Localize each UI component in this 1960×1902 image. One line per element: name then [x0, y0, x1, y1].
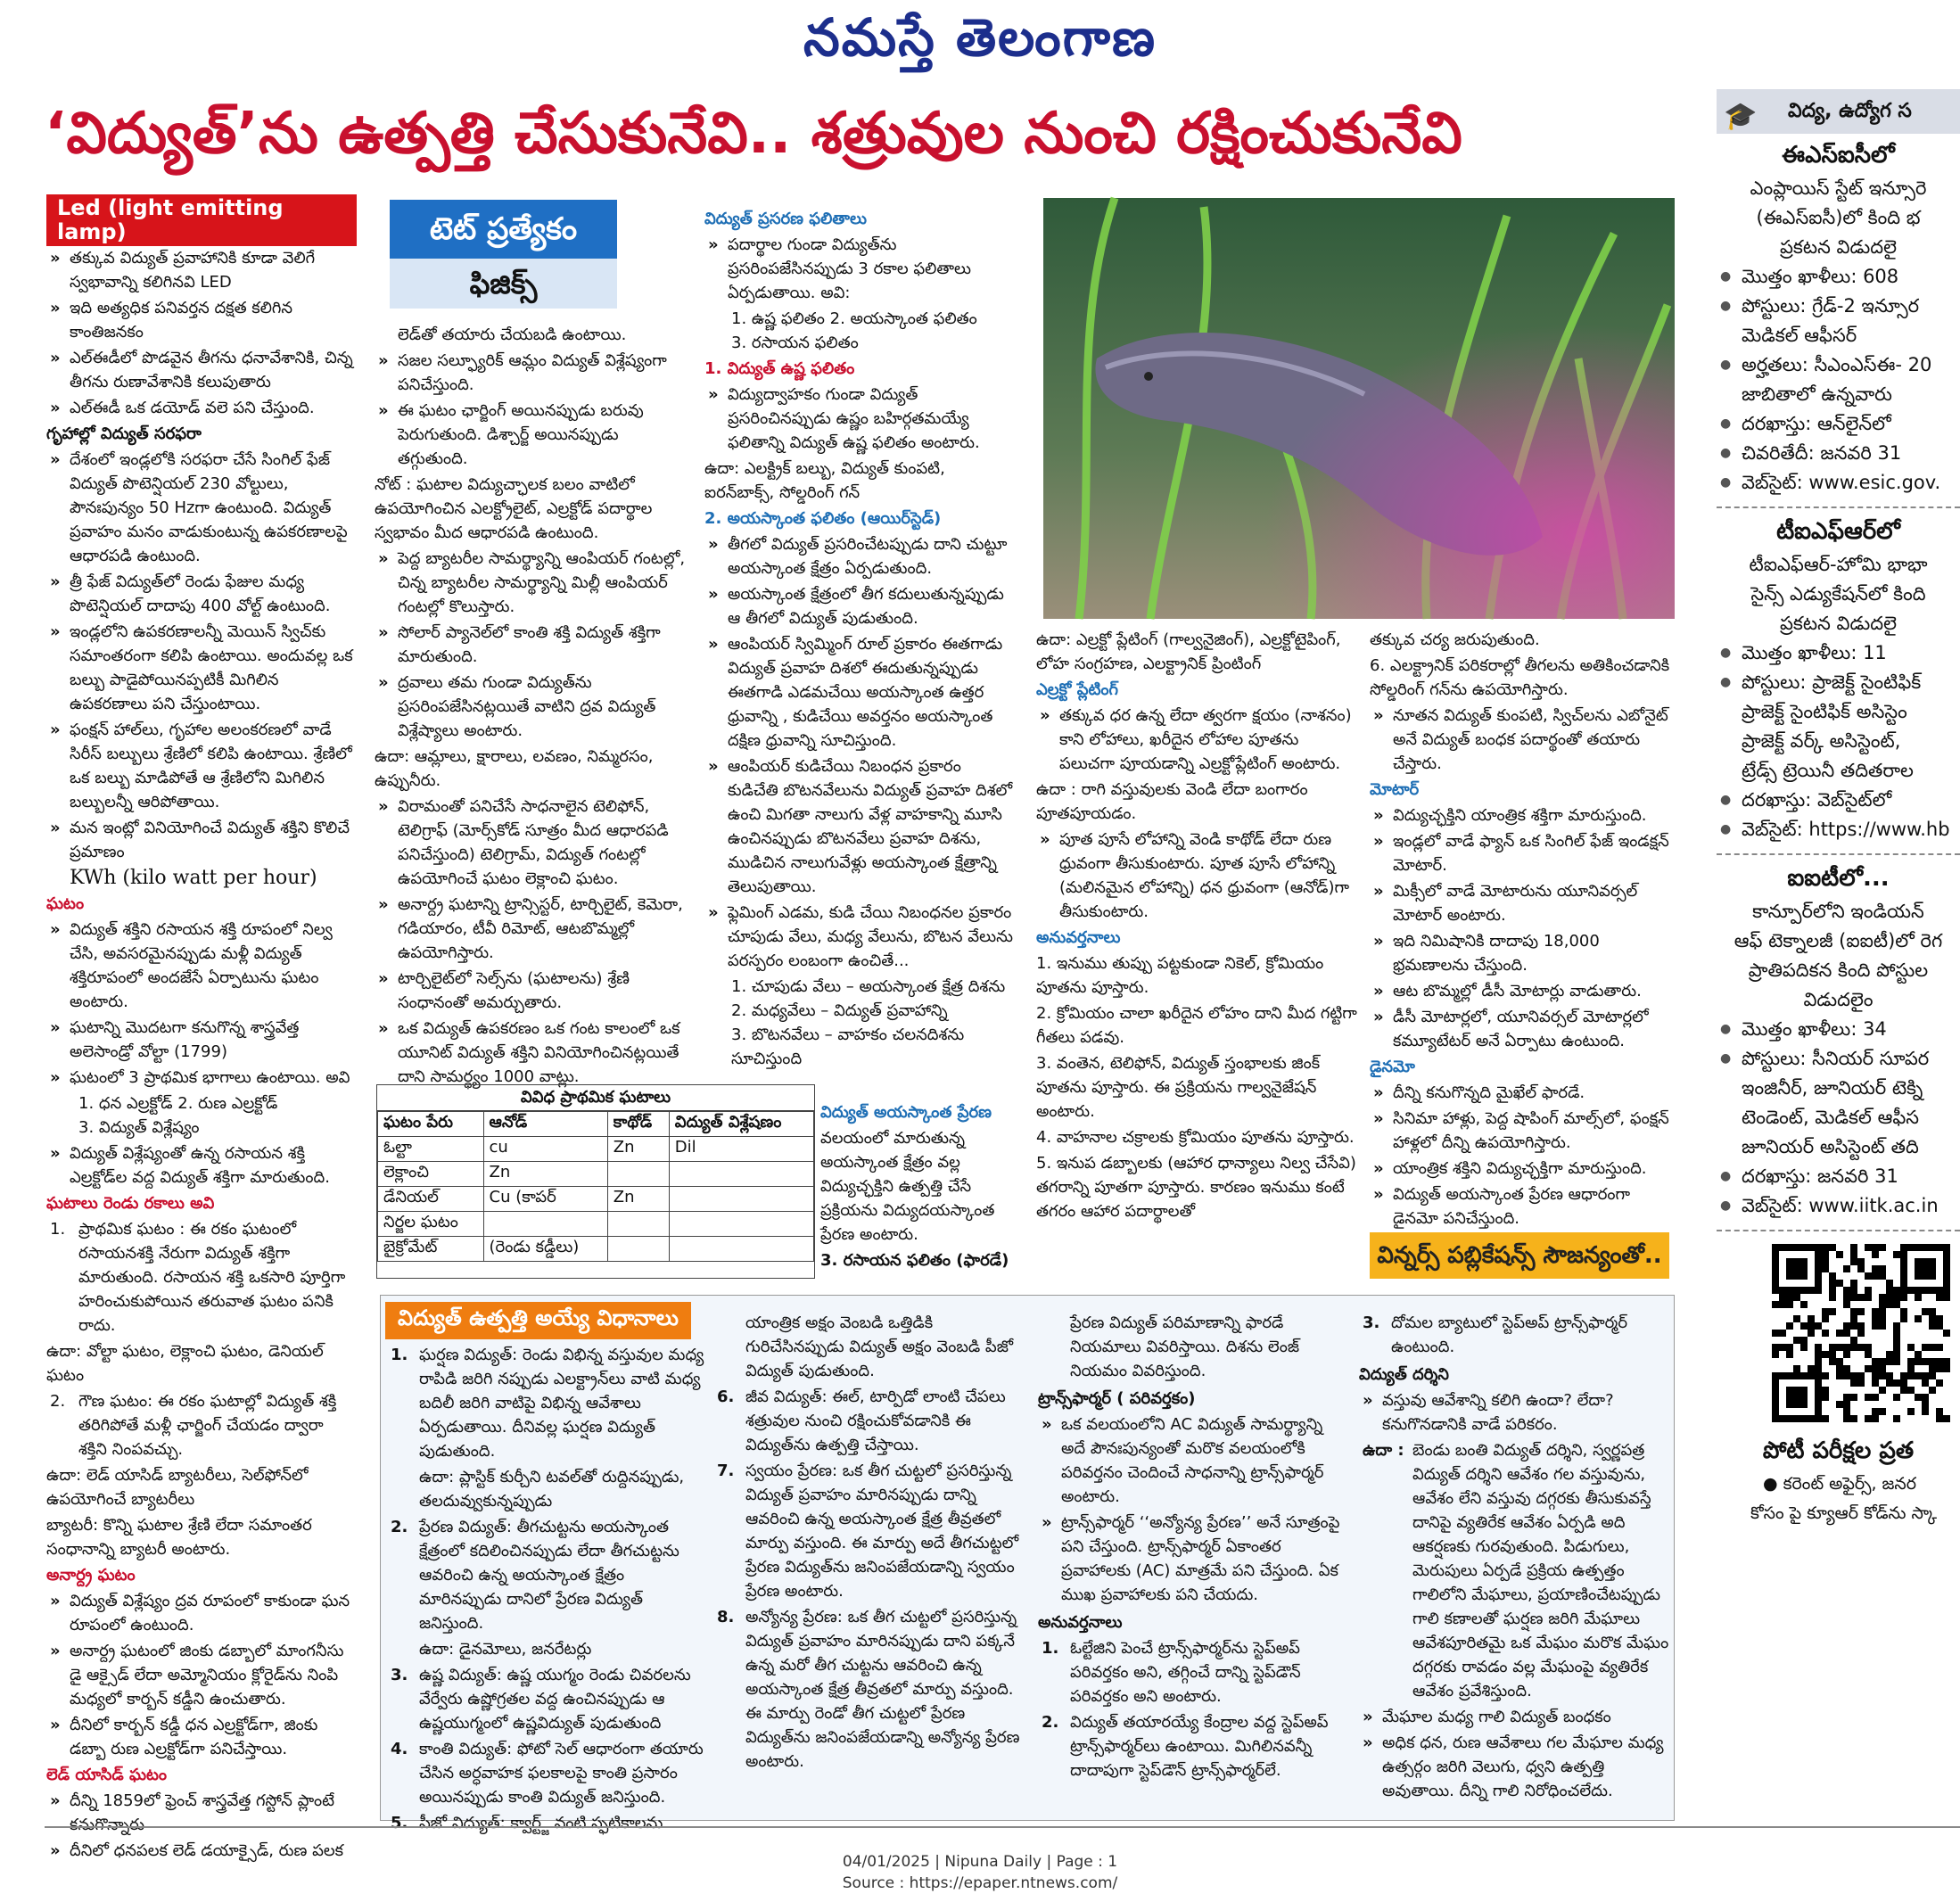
subheading: 3. రసాయన ఫలితం (ఫారడే) — [820, 1251, 1009, 1270]
job-title: టీఐఎఫ్ఆర్‌లో — [1776, 518, 1900, 545]
subheading: విద్యుత్ అయస్కాంత ప్రేరణ — [820, 1103, 992, 1122]
paragraph: » ఫ్లెమింగ్ ఎడమ, కుడి చేయి నిబంధనల ప్రకారం చూపుడు వేలు, మధ్య వేలును, బొటన వేలును పరస్పరం లంబంగా ఉంచితే... — [704, 901, 1017, 973]
subheading: 1. విద్యుత్ ఉష్ణ ఫలితం — [704, 359, 855, 378]
b2-list — [713, 1311, 1034, 1774]
table-header: ఆనోడ్ — [483, 1112, 607, 1137]
job-detail: ● మొత్తం ఖాళీలు: 34 — [1717, 1015, 1960, 1044]
list-item: 4. కాంతి విద్యుత్: ఫోటో సెల్ ఆధారంగా తయారు చేసిన అర్ధవాహక ఫలకాలపై కాంతి ప్రసారం అయినప్పుడు కాంతి విద్యుత్ జనిస్తుంది. — [391, 1740, 704, 1807]
paragraph: లెడ్‌తో తయారు చేయబడి ఉంటాయి. — [398, 325, 627, 344]
table-cell: Zn — [607, 1137, 669, 1162]
paragraph: » దీనిలో కార్బన్ కడ్డీ ధన ఎల్రక్టోడ్‌గా, జింకు డబ్బా రుణ ఎల్రక్టోడ్‌గా పనిచేస్తాయి. — [46, 1713, 357, 1761]
paragraph: » పెద్ద బ్యాటరీల సామర్థ్యాన్ని ఆంపియర్ గంటల్లో, చిన్న బ్యాటరీల సామర్థ్యాన్ని మిల్లీ ఆంపియర్ గంటల్లో కొలుస్తారు. — [375, 547, 692, 619]
list-item: » ట్రాన్స్‌ఫార్మర్ ‘‘అన్యోన్య ప్రేరణ’’ అనే సూత్రంపై పని చేస్తుంది. ట్రాన్స్‌ఫార్మర్ ఏకాంతర ప్రవాహాలకు (AC) మాత్రమే పని చేస్తుంది. ఏక ముఖ ప్రవాహాలకు పని చేయదు. — [1038, 1511, 1352, 1607]
paragraph: » విరామంతో పనిచేసే సాధనాలైన టెలిఫోన్, టెలిగ్రాఫ్ (మోర్స్‌కోడ్ సూత్రం మీద ఆధారపడి పనిచేస్తుంది) టెలిగ్రామ్, విద్యుత్ గంటల్లో ఉపయోగించే ఘటం లెక్లాంచి ఘటం. — [375, 795, 692, 891]
job-website-link[interactable]: ● వెబ్‌సైట్: https://www.hb — [1717, 815, 1960, 844]
column-1 — [46, 194, 357, 1860]
paragraph: » మిక్సీలో వాడే మోటారును యూనివర్సల్ మోటార్ అంటారు. — [1370, 879, 1675, 927]
paragraph: » సజల సల్ఫ్యూరిక్ ఆమ్లం విద్యుత్ విశ్లేష్యంగా పనిచేస్తుంది. — [375, 349, 692, 397]
job-desc: విడుదలైం — [1803, 989, 1874, 1010]
subheading: డైనమో — [1370, 1058, 1415, 1076]
table-cell: Zn — [607, 1187, 669, 1212]
paragraph: » ఒక విద్యుత్ ఉపకరణం ఒక గంట కాలంలో ఒక యూనిట్ విద్యుత్ శక్తిని వినియోగించినట్లయితే దాని సామర్థ్యం 1000 వాట్లు. — [375, 1017, 692, 1089]
subheading: మోటార్ — [1370, 780, 1420, 799]
b1-list — [387, 1343, 706, 1835]
column-3-continued — [820, 1100, 1018, 1270]
paragraph: » ఘటంలో 3 ప్రాథమిక భాగాలు ఉంటాయి. అవి — [46, 1066, 357, 1090]
footer-page-info: 04/01/2025 | Nipuna Daily | Page : 1 — [842, 1853, 1118, 1871]
table-cell — [607, 1162, 669, 1187]
list-item: 1. చూపుడు వేలు – అయస్కాంత క్షేత్ర దిశను — [731, 977, 1006, 996]
list-item: » మేఘాల మధ్య గాలి విద్యుత్ బంధకం — [1359, 1705, 1669, 1729]
table-cell: (రెండు కడ్డీలు) — [483, 1237, 607, 1262]
competitive-exams-title: పోటీ పరీక్షల ప్రత — [1762, 1437, 1915, 1464]
tet-special-label: టెట్ ప్రత్యేకం — [390, 200, 617, 259]
paragraph: » విద్యుత్ శక్తిని రసాయన శక్తి రూపంలో నిల్వ చేసి, అవసరమైనప్పుడు మళ్లీ విద్యుత్ శక్తిరూపంలో అందజేసే ఏర్పాటును ఘటం అంటారు. — [46, 918, 357, 1014]
electric-eel-photo — [1043, 198, 1675, 619]
paragraph: » విద్యుత్ విశ్లేష్యంతో ఉన్న రసాయన శక్తి ఎల్రక్టోడ్‌ల వద్ద విద్యుత్ శక్తిగా మారుతుంది. — [46, 1141, 357, 1190]
paragraph: » ఘటాన్ని మొదటగా కనుగొన్న శాస్త్రవేత్త అలెసాండ్రో వోల్టా (1799) — [46, 1016, 357, 1064]
job-tifr — [1717, 517, 1960, 844]
paragraph: 6. ఎలక్ట్రానిక్ పరికరాల్లో తీగలను అతికించడానికి సోల్డరింగ్ గన్‌ను ఉపయోగిస్తారు. — [1370, 656, 1670, 699]
paragraph: ప్రేరణ విద్యుత్ పరిమాణాన్ని ఫారడే నియమాలు వివరిస్తాయి. దిశను లెంజ్ నియమం వివరిస్తుంది. — [1070, 1313, 1299, 1380]
paragraph: » ఎల్ఈడీ ఒక డయోడ్ వలె పని చేస్తుంది. — [46, 396, 357, 420]
paragraph: 4. వాహనాల చక్రాలకు క్రోమియం పూతను పూస్తారు. — [1036, 1128, 1355, 1147]
job-desc: సైన్స్ ఎడ్యుకేషన్‌లో కింది — [1750, 583, 1926, 605]
job-detail: ● పోస్టులు: సీనియర్ సూపర — [1717, 1044, 1960, 1074]
table-cell: Cu (కాపర్ — [483, 1187, 607, 1212]
job-detail: ● పోస్టులు: గ్రేడ్-2 ఇన్సూర — [1717, 292, 1960, 321]
table-cell: Zn — [483, 1162, 607, 1187]
led-heading: Led (light emitting lamp) — [46, 194, 357, 246]
job-desc: (ఈఎస్ఐసీ)లో కింది భ — [1756, 207, 1921, 228]
list-item: 3. విద్యుత్ విశ్లేష్యం — [78, 1118, 200, 1137]
table-cell: నిర్జల ఘటం — [378, 1212, 484, 1237]
job-website-link[interactable]: ● వెబ్‌సైట్: www.esic.gov. — [1717, 468, 1960, 498]
list-item: » వస్తువు ఆవేశాన్ని కలిగి ఉందా? లేదా? కనుగొనడానికి వాడే పరికరం. — [1359, 1388, 1669, 1437]
paragraph: » ఇండ్లలోని ఉపకరణాలన్నీ మెయిన్ స్విచ్‌కు సమాంతరంగా కలిపి ఉంటాయి. అందువల్ల ఒక బల్బు పాడైపోయినప్పటికీ మిగిలిన ఉపకరణాలు పని చేస్తుంటాయి. — [46, 620, 357, 716]
job-detail: ● చివరితేదీ: జనవరి 31 — [1717, 439, 1960, 468]
job-detail: ప్రాజెక్ట్ సైంటిఫిక్ అసిస్టెం — [1742, 701, 1907, 722]
list-item: 1. ఘర్షణ విద్యుత్: రెండు విభిన్న వస్తువుల మధ్య రాపిడి జరిగి నప్పుడు ఎలక్ట్రాన్‌లు వాటి మధ్య బదిలీ జరిగి వాటిపై విభిన్న ఆవేశాలు ఏర్పడుతాయి. దీనివల్ల ఘర్షణ విద్యుత్ పుడుతుంది. — [391, 1346, 704, 1461]
bottom-column-4 — [1359, 1311, 1669, 1816]
paragraph: » ఇది నిమిషానికి దాదాపు 18,000 భ్రమణాలను చేస్తుంది. — [1370, 929, 1675, 977]
paragraph: » ఆట బొమ్మల్లో డీసీ మోటార్లు వాడుతారు. — [1370, 979, 1675, 1003]
paragraph: » త్రీ ఫేజ్ విద్యుత్‌లో రెండు ఫేజుల మధ్య పొటెన్షియల్ దాదాపు 400 వోల్ట్ ఉంటుంది. — [46, 570, 357, 618]
paragraph: » తీగలో విద్యుత్ ప్రసరించేటప్పుడు దాని చుట్టూ అయస్కాంత క్షేత్రం ఏర్పడుతుంది. — [704, 532, 1017, 580]
list-item: 3. బొటనవేలు – వాహకం చలనదిశను సూచిస్తుంది — [731, 1025, 965, 1068]
paragraph: » ఎల్ఈడీలో పొడవైన తీగను ధనావేశానికి, చిన్న తీగను రుణావేశానికి కలుపుతారు — [46, 346, 357, 394]
job-detail: ప్రాజెక్ట్ వర్క్ అసిస్టెంట్, — [1742, 730, 1901, 752]
job-desc: ఆఫ్ టెక్నాలజీ (ఐఐటీ)లో రెగ — [1734, 930, 1943, 951]
table-header: కాథోడ్ — [607, 1112, 669, 1137]
physics-label: ఫిజిక్స్ — [390, 259, 617, 309]
paragraph: » విద్యుత్ అయస్కాంత ప్రేరణ ఆధారంగా డైనమో పనిచేస్తుంది. — [1370, 1182, 1675, 1231]
paragraph: » పదార్థాల గుండా విద్యుత్‌ను ప్రసరింపజేసినప్పుడు 3 రకాల ఫలితాలు ఏర్పడుతాయి. అవి: — [704, 233, 1017, 305]
paragraph: » నూతన విద్యుత్ కుంపటి, స్విచ్‌లను ఎబోనైట్ అనే విద్యుత్ బంధక పదార్థంతో తయారు చేస్తారు. — [1370, 704, 1675, 776]
b4-list — [1359, 1311, 1669, 1803]
qr-code[interactable] — [1763, 1244, 1960, 1422]
job-detail: ● దరఖాస్తు: జనవరి 31 — [1717, 1162, 1960, 1191]
job-desc: ప్రకటన విడుదలై — [1780, 613, 1897, 634]
subheading: అనార్ద్ర ఘటం — [46, 1566, 136, 1585]
job-esic — [1717, 141, 1960, 498]
kwh-unit: KWh (kilo watt per hour) — [70, 867, 317, 889]
paragraph: » సోలార్ ప్యానెల్‌లో కాంతి శక్తి విద్యుత్ శక్తిగా మారుతుంది. — [375, 621, 692, 669]
paragraph: 2. గౌణ ఘటం: ఈ రకం ఘటాల్లో విద్యుత్ శక్తి తరిగిపోతే మళ్లీ ఛార్జింగ్ చేయడం ద్వారా శక్తిని నింపవచ్చు. — [50, 1392, 337, 1459]
subheading: విద్యుత్ ప్రసరణ ఫలితాలు — [704, 210, 867, 228]
paragraph: » తక్కువ ధర ఉన్న లేదా త్వరగా క్షయం (నాశనం) కాని లోహాలు, ఖరీదైన లోహాల పూతను పలుచగా పూయడాన్ని ఎల్రక్టోప్లేటింగ్ అంటారు. — [1036, 704, 1357, 776]
job-detail: జూనియర్ అసిస్టెంట్ తది — [1742, 1136, 1919, 1157]
paragraph: 1. ప్రాథమిక ఘటం : ఈ రకం ఘటంలో రసాయనశక్తి నేరుగా విద్యుత్ శక్తిగా మారుతుంది. రసాయన శక్తి ఒకసారి పూర్తిగా హరించుకుపోయిన తరువాత ఘటం పనికి రాదు. — [50, 1220, 346, 1335]
job-website-link[interactable]: ● వెబ్‌సైట్: www.iitk.ac.in — [1717, 1191, 1960, 1221]
list-item: 2. ప్రేరణ విద్యుత్: తీగచుట్టను అయస్కాంత క్షేత్రంలో కదిలించినప్పుడు లేదా తీగచుట్టను ఆవరించి ఉన్న అయస్కాంత క్షేత్రం మారినప్పుడు దానిలో ప్రేరణ విద్యుత్ జనిస్తుంది. — [391, 1518, 679, 1633]
job-detail: టెండెంట్, మెడికల్ ఆఫీస — [1742, 1107, 1920, 1128]
list-item: 8. అన్యోన్య ప్రేరణ: ఒక తీగ చుట్టలో ప్రసరిస్తున్న విద్యుత్ ప్రవాహం మారినప్పుడు దాని పక్కనే ఉన్న మరో తీగ చుట్టను ఆవరించి ఉన్న అయస్కాంత క్షేత్ర తీవ్రతలో మార్పు వస్తుంది. ఈ మార్పు రెండో తీగ చుట్టలో ప్రేరణ విద్యుత్‌ను జనింపజేయడాన్ని అన్యోన్య ప్రేరణ అంటారు. — [717, 1608, 1020, 1771]
job-detail: ఇంజినీర్, జూనియర్ టెక్ని — [1742, 1077, 1923, 1099]
job-detail: మెడికల్ ఆఫీసర్ — [1742, 325, 1857, 346]
job-detail: జాబితాలో ఉన్నవారు — [1742, 383, 1892, 405]
paragraph: » ఆంపియర్ కుడిచేయి నిబంధన ప్రకారం కుడిచేతి బొటనవేలును విద్యుత్ ప్రవాహ దిశలో ఉంచి మిగతా నాలుగు వేళ్ల వాహకాన్ని మూసి ఉంచినప్పుడు బొటనవేలు ప్రవాహ దిశను, ముడిచిన నాలుగువేళ్లు అయస్కాంత క్షేత్రాన్ని తెలుపుతాయి. — [704, 754, 1017, 899]
column-4 — [1036, 628, 1357, 1279]
paragraph: 3. వంతెన, టెలిఫోన్, విద్యుత్ స్తంభాలకు జింక్ పూతను పూస్తారు. ఈ ప్రక్రియను గాల్వనైజేషన్ అంటారు. — [1036, 1054, 1321, 1121]
subheading: ఎల్రక్టో ప్లేటింగ్ — [1036, 680, 1119, 699]
list-item: 7. స్వయం ప్రేరణ: ఒక తీగ చుట్టలో ప్రసరిస్తున్న విద్యుత్ ప్రవాహం మారినప్పుడు దాన్ని ఆవరించి ఉన్న అయస్కాంత క్షేత్ర తీవ్రతలో మార్పు వస్తుంది. ఈ మార్పు అదే తీగచుట్టలో ప్రేరణ విద్యుత్‌ను జనింపజేయడాన్ని స్వయం ప్రేరణ అంటారు. — [717, 1461, 1019, 1601]
paragraph: » విద్యుద్వాహకం గుండా విద్యుత్ ప్రసరించినప్పుడు ఉష్ణం బహిర్గతమయ్యే ఫలితాన్ని విద్యుత్ ఉష్ణ ఫలితం అంటారు. — [704, 383, 1017, 455]
qr-code-icon — [1763, 1244, 1960, 1422]
paragraph: ఉదా: ప్లాస్టిక్ కుర్చీని టవల్‌తో రుద్దినప్పుడు, తలదువ్వుకున్నప్పుడు — [419, 1468, 685, 1511]
divider — [1717, 506, 1960, 508]
job-detail: ● దరఖాస్తు: వెబ్‌సైట్‌లో — [1717, 786, 1960, 815]
paragraph: ఉదా : రాగి వస్తువులకు వెండి లేదా బంగారం పూతపూయడం. — [1036, 780, 1308, 823]
job-detail: ● పోస్టులు: ప్రాజెక్ట్ సైంటిఫిక్ — [1717, 668, 1960, 697]
list-item: 3. దోమల బ్యాటులో స్టెప్‌అప్ ట్రాన్స్‌ఫార్మర్ ఉంటుంది. — [1363, 1313, 1627, 1356]
bottom-column-1 — [387, 1343, 706, 1832]
column-2 — [375, 323, 692, 1086]
paragraph: » పూత పూసే లోహాన్ని వెండి కాథోడ్ లేదా రుణ ధ్రువంగా తీసుకుంటారు. పూత పూసే లోహాన్ని (మలినమైన లోహాన్ని) ధన ధ్రువంగా (ఆనోడ్‌)గా తీసుకుంటారు. — [1036, 827, 1357, 924]
list-item: 2. విద్యుత్ తయారయ్యే కేంద్రాల వద్ద స్టెప్‌అప్ ట్రాన్స్‌ఫార్మర్‌లు ఉంటాయి. మిగిలినవన్నీ దాదాపుగా స్టెప్‌డౌన్ ట్రాన్స్‌ఫార్మర్‌లే. — [1042, 1713, 1329, 1780]
table-cell: ఓల్టా — [378, 1137, 484, 1162]
divider — [1717, 1230, 1960, 1231]
job-desc: కాన్పూర్‌లోని ఇండియన్ — [1752, 901, 1924, 922]
bottom-column-2 — [713, 1311, 1034, 1816]
headline: ‘విద్యుత్’ను ఉత్పత్తి చేసుకునేవి.. శత్రువుల నుంచి రక్షించుకునేవి — [45, 101, 1462, 167]
paragraph: » యాంత్రిక శక్తిని విద్యుచ్ఛక్తిగా మారుస్తుంది. — [1370, 1157, 1675, 1181]
paragraph: » ద్రవాలు తమ గుండా విద్యుత్‌ను ప్రసరింపజేసినట్లయితే వాటిని ద్రవ విద్యుత్ విశ్లేష్యాలు అంటారు. — [375, 671, 692, 743]
paragraph: » ఫంక్షన్ హాల్‌లు, గృహాల అలంకరణలో వాడే సిరీస్ బల్బులు శ్రేణిలో కలిపి ఉంటాయి. శ్రేణిలో ఒక బల్బు మాడిపోతే ఆ శ్రేణిలోని మిగిలిన బల్బులన్నీ ఆరిపోతాయి. — [46, 718, 357, 814]
paragraph: యాంత్రిక అక్షం వెంబడి ఒత్తిడికి గురిచేసినప్పుడు విద్యుత్ అక్షం వెంబడి పీజో విద్యుత్ పుడుతుంది. — [745, 1313, 1013, 1380]
job-title: ఐఐటీలో... — [1787, 865, 1890, 892]
paragraph: 1. ఇనుము తుప్పు పట్టకుండా నికెల్, క్రోమియం పూతను పూస్తారు. — [1036, 954, 1324, 997]
subheading: ఘటాలు రెండు రకాలు అవి — [46, 1194, 215, 1213]
job-iit — [1717, 864, 1960, 1221]
paragraph: » అనార్ద్ర ఘటాన్ని ట్రాన్సిస్టర్, టార్చిలైట్, కెమెరా, గడియారం, టీవీ రిమోట్, ఆటబొమ్మల్లో ఉపయోగిస్తారు. — [375, 893, 692, 965]
paragraph: 5. ఇనుప డబ్బాలకు (ఆహార ధాన్యాలు నిల్వ చేసేవి) తగరాన్ని పూతగా పూస్తారు. కారణం ఇనుము కంటే తగరం ఆహార పదార్థాలతో — [1036, 1154, 1356, 1221]
job-desc: ప్రాతిపదికన కింది పోస్టుల — [1748, 959, 1929, 981]
table-cell: డేనియల్ — [378, 1187, 484, 1212]
paragraph: » ఆంపియర్ స్విమ్మింగ్ రూల్ ప్రకారం ఈతగాడు విద్యుత్ ప్రవాహ దిశలో ఈదుతున్నప్పుడు ఈతగాడి ఎడమచేయి అయస్కాంత ఉత్తర ధ్రువాన్ని , కుడిచేయి అవర్తనం అయస్కాంత దక్షిణ ధ్రువాన్ని సూచిస్తుంది. — [704, 632, 1017, 753]
table-cell — [607, 1237, 669, 1262]
paragraph: » అయస్కాంత క్షేత్రంలో తీగ కదులుతున్నప్పుడు ఆ తీగలో విద్యుత్ పుడుతుంది. — [704, 582, 1017, 630]
job-desc: టీఐఎఫ్ఆర్-హోమి భాభా — [1749, 554, 1928, 575]
subheading: ఘటం — [46, 894, 85, 913]
job-title: ఈఎస్ఐసీలో — [1782, 142, 1895, 169]
sidebar-banner-text: విద్య, ఉద్యోగ స — [1788, 100, 1912, 122]
job-desc: ప్రకటన విడుదలై — [1780, 236, 1897, 258]
job-detail: ● అర్హతలు: సీఎంఎస్ఈ- 20 — [1717, 350, 1960, 380]
subheading: విద్యుత్ దర్శిని — [1359, 1365, 1449, 1384]
table-header: ఘటం పేరు — [378, 1112, 484, 1137]
column-5 — [1370, 628, 1675, 1228]
b3-list — [1038, 1311, 1352, 1783]
list-item: 3. రసాయన ఫలితం — [731, 333, 859, 352]
paragraph: » ఇది అత్యధిక పనివర్తన దక్షత కలిగిన కాంతిజనకం — [46, 296, 357, 344]
generation-banner-wrap — [385, 1302, 691, 1339]
footer — [0, 1851, 1960, 1894]
paragraph: ఉదా: ఆమ్లాలు, క్షారాలు, లవణం, నిమ్మరసం, ఉప్పునీరు. — [375, 747, 654, 790]
table-cell: లెక్లాంచి — [378, 1162, 484, 1187]
job-detail: ట్రేడ్స్ ట్రెయినీ తదితరాల — [1742, 760, 1914, 781]
subheading: లెడ్ యాసిడ్ ఘటం — [46, 1766, 168, 1784]
qr-caption: ● కరెంట్ అఫైర్స్, జనర — [1763, 1474, 1917, 1494]
masthead-logo: నమస్తే తెలంగాణ — [803, 7, 1157, 68]
sidebar-banner — [1717, 89, 1960, 134]
paragraph: తక్కువ చర్య జరుపుతుంది. — [1370, 630, 1540, 649]
paragraph: » టార్చిలైట్‌లో సెల్స్‌ను (ఘటాలను) శ్రేణి సంధానంతో అమర్చుతారు. — [375, 967, 692, 1015]
graduation-cap-icon: 🎓 — [1724, 101, 1758, 132]
list-item: 1. ఉష్ణ ఫలితం 2. అయస్కాంత ఫలితం — [731, 309, 977, 328]
paragraph: » తక్కువ విద్యుత్ ప్రవాహానికి కూడా వెలిగే స్వభావాన్ని కలిగినవి LED — [46, 246, 357, 294]
jobs-sidebar — [1717, 89, 1960, 1828]
paragraph: » సినిమా హాళ్లు, పెద్ద షాపింగ్ మాల్స్‌లో, ఫంక్షన్ హాళ్లలో దీన్ని ఉపయోగిస్తారు. — [1370, 1107, 1675, 1155]
job-desc: ఎంప్లాయిస్ స్టేట్ ఇన్సూరె — [1750, 177, 1927, 199]
paragraph: » దేశంలో ఇండ్లలోకి సరఫరా చేసే సింగిల్ ఫేజ్ విద్యుత్ పొటెన్షియల్ 230 వోల్టులు, పౌనఃపున్యం 50 Hzగా ఉంటుంది. విద్యుత్ ప్రవాహం మనం వాడుకుంటున్న ఉపకరణాలపై ఆధారపడి ఉంటుంది. — [46, 448, 357, 568]
table-title: వివిధ ప్రాథమిక ఘటాలు — [377, 1085, 814, 1111]
job-detail: ● మొత్తం ఖాళీలు: 11 — [1717, 638, 1960, 668]
table-cell — [607, 1212, 669, 1237]
list-item: 2. మధ్యవేలు – విద్యుత్ ప్రవాహాన్ని — [731, 1001, 948, 1020]
paragraph: 2. క్రోమియం చాలా ఖరీదైన లోహం దాని మీద గట్టిగా గీతలు పడవు. — [1036, 1004, 1357, 1047]
job-detail: ● మొత్తం ఖాళీలు: 608 — [1717, 262, 1960, 292]
table-header: విద్యుత్ విశ్లేషణం — [669, 1112, 813, 1137]
paragraph: » దీన్ని 1859లో ఫ్రెంచ్ శాస్త్రవేత్త గస్టోన్ ప్లాంటే కనుగొన్నారు — [46, 1789, 357, 1837]
subheading: అనువర్తనాలు — [1036, 928, 1121, 947]
list-item: 1. ఓల్టేజిని పెంచే ట్రాన్స్‌ఫార్మర్‌ను స్టెప్‌అప్ పరివర్తకం అని, తగ్గించే దాన్ని స్టెప్‌డౌన్ పరివర్తకం అని అంటారు. — [1042, 1639, 1301, 1706]
generation-methods-banner: విద్యుత్ ఉత్పత్తి అయ్యే విధానాలు — [385, 1302, 691, 1339]
footer-rule — [45, 1826, 1960, 1828]
table-cell: బైక్రోమేట్ — [378, 1237, 484, 1262]
paragraph: ఉదా: ఎలక్ట్రిక్ బల్బు, విద్యుత్ కుంపటి, ఐరన్‌బాక్స్, సోల్డరింగ్ గన్ — [704, 459, 945, 502]
footer-source-link[interactable]: Source : https://epaper.ntnews.com/ — [842, 1874, 1118, 1892]
tet-special-box — [390, 200, 617, 309]
list-item: 1. ధన ఎల్రక్టోడ్ 2. రుణ ఎల్రక్టోడ్ — [78, 1094, 278, 1113]
table-cell: cu — [483, 1137, 607, 1162]
paragraph: ఉదా: డైనమోలు, జనరేటర్లు — [419, 1640, 592, 1659]
subheading: ట్రాన్స్‌ఫార్మర్ ( పరివర్తకం) — [1038, 1389, 1196, 1408]
divider — [1717, 853, 1960, 855]
paragraph: » మన ఇంట్లో వినియోగించే విద్యుత్ శక్తిని కొలిచే ప్రమాణం — [46, 816, 357, 864]
bottom-column-3 — [1038, 1311, 1352, 1816]
table-cell: Dil — [669, 1137, 813, 1162]
paragraph: ఉదా: వోల్టా ఘటం, లెక్లాంచి ఘటం, డెనియల్ ఘటం — [46, 1342, 324, 1385]
paragraph: » విద్యుచ్ఛక్తిని యాంత్రిక శక్తిగా మారుస్తుంది. — [1370, 803, 1675, 827]
paragraph: » ఈ ఘటం ఛార్జింగ్ అయినప్పుడు బరువు పెరుగుతుంది. డిశ్చార్జ్ అయినప్పుడు తగ్గుతుంది. — [375, 399, 692, 471]
credit-badge: విన్నర్స్ పబ్లికేషన్స్ సౌజన్యంతో.. — [1370, 1232, 1669, 1279]
paragraph: ఉదా: ఎల్రక్టో ప్లేటింగ్ (గాల్వనైజింగ్), ఎల్రక్టోటైపింగ్, లోహ సంగ్రహణ, ఎలక్ట్రానిక్ ప్రింటింగ్ — [1036, 630, 1341, 673]
paragraph: » దీనిలో ధనపలక లెడ్ డయాక్సైడ్, రుణ పలక — [46, 1839, 357, 1863]
list-item: ఉదా : బెండు బంతి విద్యుత్ దర్శిని, స్వర్ణపత్ర విద్యుత్ దర్శిని ఆవేశం గల వస్తువును, ఆవేశం లేని వస్తువు దగ్గరకు తీసుకువస్తే దానిపై వ్యతిరేక ఆవేశం ఏర్పడి అది ఆకర్షణకు గురవుతుంది. పిడుగులు, మెరుపులు ఏర్పడే ప్రక్రియ ఉత్పత్తం గాలిలోని మేఘాలు, ప్రయాణించేటప్పుడు గాలి కణాలతో ఘర్షణ జరిగి మేఘాలు ఆవేశపూరితమై ఒక మేఘం మరొక మేఘం దగ్గరకు రావడం వల్ల మేఘంపై వ్యతిరేక ఆవేశం ప్రవేశిస్తుంది. — [1363, 1441, 1669, 1700]
list-item: 3. ఉష్ణ విద్యుత్: ఉష్ణ యుగ్మం రెండు చివరలను వేర్వేరు ఉష్ణోగ్రతల వద్ద ఉంచినప్పుడు ఆ ఉష్ణయుగ్మంలో ఉష్ణవిద్యుత్ పుడుతుంది — [391, 1666, 691, 1733]
list-item: 6. జీవ విద్యుత్: ఈల్, టార్పిడో లాంటి చేపలు శత్రువుల నుంచి రక్షించుకోవడానికి ఈ విద్యుత్‌ను ఉత్పత్తి చేస్తాయి. — [717, 1387, 1006, 1454]
subheading: 2. అయస్కాంత ఫలితం (ఆయిర్‌స్టెడ్) — [704, 509, 942, 528]
paragraph: » డీసీ మోటార్లలో, యూనివర్సల్ మోటార్లలో కమ్యూటేటర్ అనే ఏర్పాటు ఉంటుంది. — [1370, 1005, 1675, 1053]
paragraph: ఉదా: లెడ్ యాసిడ్ బ్యాటరీలు, సెల్‌ఫోన్‌లో ఉపయోగించే బ్యాటరీలు — [46, 1466, 309, 1509]
list-item: » అధిక ధన, రుణ ఆవేశాలు గల మేఘాల మధ్య ఉత్సర్గం జరిగి వెలుగు, ధ్వని ఉత్పత్తి అవుతాయి. దీన్ని గాలి నిరోధించలేదు. — [1359, 1731, 1669, 1803]
table-cell — [483, 1212, 607, 1237]
paragraph: » దీన్ని కనుగొన్నది మైఖేల్ ఫారడే. — [1370, 1081, 1675, 1105]
paragraph: నోట్ : ఘటాల విద్యుచ్ఛాలక బలం వాటిలో ఉపయోగించిన ఎలక్ట్రోలైట్, ఎల్రక్టోడ్ పదార్థాల స్వభావం మీద ఆధారపడి ఉంటుంది. — [375, 475, 653, 542]
paragraph: వలయంలో మారుతున్న అయస్కాంత క్షేత్రం వల్ల విద్యుచ్ఛక్తిని ఉత్పత్తి చేసే ప్రక్రియను విద్యుదయస్కాంత ప్రేరణ అంటారు. — [820, 1129, 995, 1244]
paragraph: బ్యాటరీ: కొన్ని ఘటాల శ్రేణి లేదా సమాంతర సంధానాన్ని బ్యాటరీ అంటారు. — [46, 1516, 312, 1559]
paragraph: » విద్యుత్ విశ్లేష్యం ద్రవ రూపంలో కాకుండా ఘన రూపంలో ఉంటుంది. — [46, 1589, 357, 1637]
job-detail: ● దరఖాస్తు: ఆన్‌లైన్‌లో — [1717, 409, 1960, 439]
eel-illustration — [1043, 198, 1675, 619]
subheading: గృహాల్లో విద్యుత్ సరఫరా — [46, 424, 202, 443]
paragraph: » ఇండ్లలో వాడే ఫ్యాన్ ఒక సింగిల్ ఫేజ్ ఇండక్షన్ మోటార్. — [1370, 829, 1675, 877]
paragraph: » అనార్ద్ర ఘటంలో జింకు డబ్బాలో మాంగనీసు డై ఆక్సైడ్ లేదా అమ్మోనియం క్లోరైడ్‌ను నింపి మధ్యలో కార్బన్ కడ్డీని ఉంచుతారు. — [46, 1639, 357, 1711]
subheading: అనువర్తనాలు — [1038, 1613, 1123, 1632]
list-item: 5. పీజో విద్యుత్: క్వార్ట్జ్ వంటి స్ఫటికాలను — [391, 1814, 663, 1832]
qr-caption: కోసం పై క్యూఆర్ కోడ్‌ను స్కా — [1750, 1503, 1938, 1523]
list-item: » ఒక వలయంలోని AC విద్యుత్ సామర్థ్యాన్ని అదే పౌనఃపున్యంతో మరొక వలయంలోకి పరివర్తనం చెందించే సాధనాన్ని ట్రాన్స్‌ఫార్మర్ అంటారు. — [1038, 1412, 1352, 1509]
